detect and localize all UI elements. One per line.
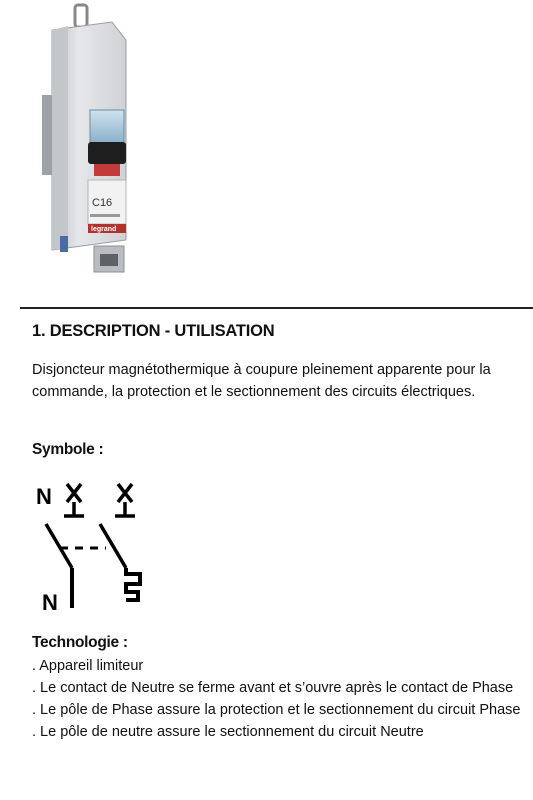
neutral-switch-blade [46, 524, 72, 568]
list-item: . Le pôle de neutre assure le sectionnement du circuit Neutre [32, 724, 424, 740]
phase-isolator-symbol [115, 484, 135, 516]
breaker-symbol-diagram [30, 472, 160, 620]
circuit-breaker-image [30, 0, 140, 290]
trip-element-symbol [126, 568, 140, 600]
rating-label: C16 [92, 197, 113, 209]
neutral-isolator-symbol [64, 484, 84, 516]
neutral-label-bottom: N [42, 590, 58, 615]
neutral-label-top: N [36, 484, 52, 509]
description-text: Disjoncteur magnétothermique à coupure pleinement apparente pour la commande, la protection et le sectionnement des circuits électriques. [32, 362, 491, 400]
section-title: 1. DESCRIPTION - UTILISATION [32, 322, 275, 340]
brand-label: legrand [91, 226, 117, 233]
symbol-heading: Symbole : [32, 441, 104, 458]
list-item: . Le contact de Neutre se ferme avant et s’ouvre après le contact de Phase [32, 680, 514, 696]
list-item: . Le pôle de Phase assure la protection et le sectionnement du circuit Phase [32, 702, 521, 718]
section-divider [20, 307, 533, 309]
list-item: . Appareil limiteur [32, 658, 144, 674]
technology-heading: Technologie : [32, 634, 128, 651]
technology-list [32, 655, 522, 743]
phase-switch-blade [100, 524, 126, 568]
